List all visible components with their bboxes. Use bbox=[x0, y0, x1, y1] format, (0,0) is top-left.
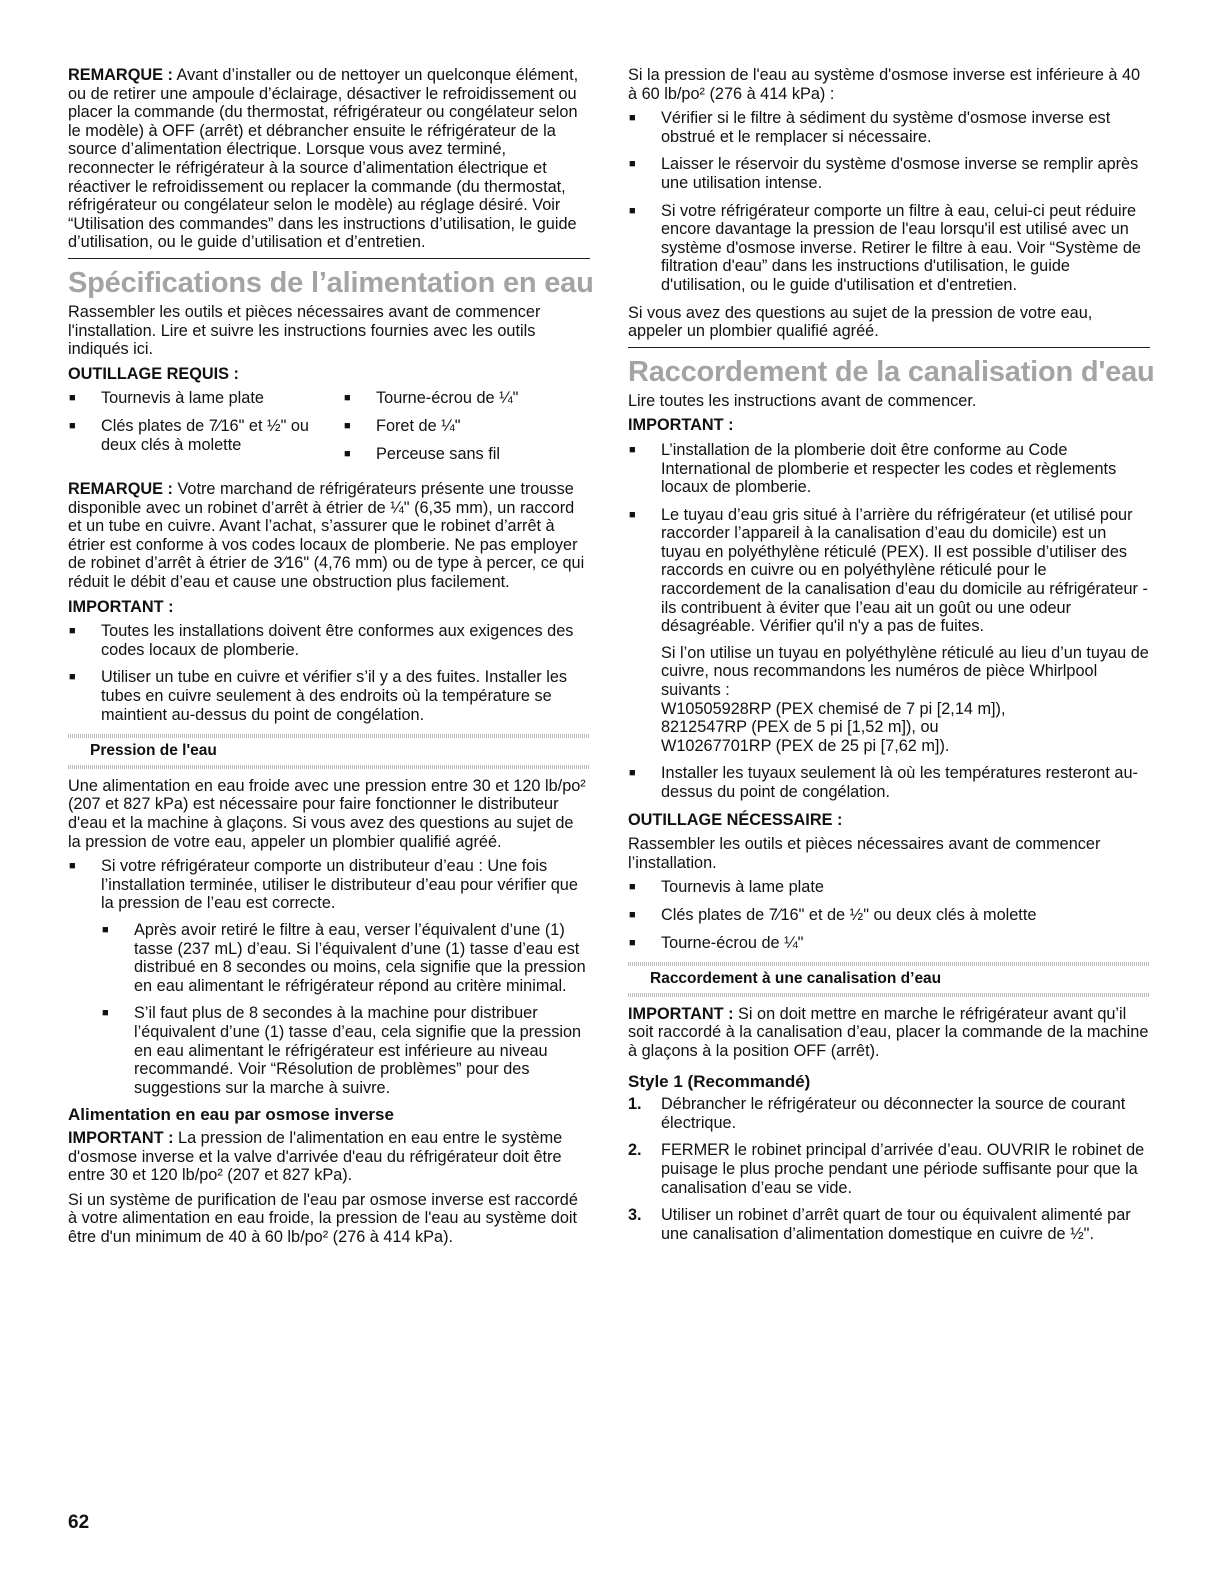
list-item: ■ Utiliser un tube en cuivre et vérifier s’il y a des fuites. Installer les tubes en cuivre seulement à des endroits où la température se maintient au-dessus du point de congélation. bbox=[68, 668, 590, 724]
style-title: Style 1 (Recommandé) bbox=[628, 1071, 811, 1091]
ro-text: Si un système de purification de l'eau par osmose inverse est raccordé à votre alimentation en eau froide, la pression de l'eau au système doit être d'un minimum de 40 à 60 lb/po² (276 à 414 kPa). bbox=[68, 1190, 578, 1246]
pex-part: W10267701RP (PEX de 25 pi [7,62 m]). bbox=[661, 736, 950, 755]
important-list bbox=[628, 441, 1150, 802]
note-paragraph bbox=[68, 66, 590, 252]
list-item: ■ Tourne-écrou de ¼" bbox=[628, 934, 1150, 953]
list-item bbox=[68, 857, 590, 1097]
important-list bbox=[68, 622, 590, 724]
list-item: ■ Clés plates de 7⁄16" et ½" ou deux clés à molette bbox=[68, 417, 343, 454]
list-item: ■ Tournevis à lame plate bbox=[628, 878, 1150, 897]
step-number: 1. bbox=[628, 1095, 642, 1114]
list-item-text: Le tuyau d’eau gris situé à l’arrière du réfrigérateur (et utilisé pour raccorder l’appareil à la canalisation d’eau du domicile) est un tuyau en polyéthylène réticulé (PEX). Il est possible d’utiliser des raccords en cuivre ou en polyéthylène réticulé pour le raccordement de la canalisation d’eau du domicile au réfrigérateur - ils contribuent à éviter que l’eau ait un goût ou une odeur désagréable. Vérifier qu'il n'y a pas de fuites. bbox=[661, 505, 1148, 636]
right-column bbox=[628, 66, 1155, 1252]
page-number: 62 bbox=[68, 1512, 90, 1533]
important-label: IMPORTANT : bbox=[628, 1004, 734, 1023]
step-text: Utiliser un robinet d’arrêt quart de tour ou équivalent alimenté par une canalisation d’alimentation domestique en cuivre de ½". bbox=[661, 1206, 1131, 1243]
ro-low-list bbox=[628, 109, 1150, 294]
list-item: ■ Toutes les installations doivent être conformes aux exigences des codes locaux de plomberie. bbox=[68, 622, 590, 659]
note-label: REMARQUE : bbox=[68, 480, 173, 499]
list-item: ■ Si votre réfrigérateur comporte un filtre à eau, celui-ci peut réduire encore davantage la pression de l'eau lorsqu'il est utilisé avec un système d'osmose inverse. Retirer le filtre à eau. Voir “Système de filtration d'eau” dans les instructions d'utilisation, le guide d'utilisation, ou le guide d'utilisation et d'entretien. bbox=[628, 202, 1150, 295]
important-label: IMPORTANT : bbox=[68, 1128, 174, 1147]
list-item: ■ Installer les tuyaux seulement là où les températures resteront au-dessus du point de congélation. bbox=[628, 764, 1150, 801]
list-item: ■ Perceuse sans fil bbox=[343, 445, 583, 464]
list-item: ■ L’installation de la plomberie doit être conforme au Code International de plomberie et respecter les codes et règlements locaux de plomberie. bbox=[628, 441, 1150, 497]
step-item bbox=[628, 1206, 1150, 1243]
divider bbox=[68, 258, 590, 259]
section-title-water-connection: Raccordement de la canalisation d'eau bbox=[628, 355, 1155, 388]
step-item bbox=[628, 1095, 1150, 1132]
steps-list bbox=[628, 1095, 1150, 1243]
important-header: IMPORTANT : bbox=[628, 416, 734, 435]
subsection-title: Raccordement à une canalisation d’eau bbox=[650, 970, 942, 988]
tools-list bbox=[68, 389, 590, 472]
step-text: Débrancher le réfrigérateur ou déconnecter la source de courant électrique. bbox=[661, 1095, 1126, 1132]
step-text: FERMER le robinet principal d’arrivée d’eau. OUVRIR le robinet de puisage le plus proche pendant une période suffisante pour que la canalisation d’eau se vide. bbox=[661, 1141, 1145, 1197]
list-item: ■ Vérifier si le filtre à sédiment du système d'osmose inverse est obstrué et le remplacer si nécessaire. bbox=[628, 109, 1150, 146]
section-intro: Lire toutes les instructions avant de commencer. bbox=[628, 391, 977, 410]
ro-questions: Si vous avez des questions au sujet de la pression de votre eau, appeler un plombier qualifié agréé. bbox=[628, 303, 1093, 341]
connect-important-text: Si on doit mettre en marche le réfrigérateur avant qu’il soit raccordé à la canalisation d’eau, placer la commande de la machine à glaçons à la position OFF (arrêt). bbox=[628, 1004, 1149, 1060]
list-item-text: Si votre réfrigérateur comporte un distributeur d’eau : Une fois l’installation terminée, utiliser le distributeur d’eau pour vérifier que la pression de l’eau est correcte. bbox=[101, 857, 578, 913]
pex-part: W10505928RP (PEX chemisé de 7 pi [2,14 m]), bbox=[661, 699, 1006, 718]
divider bbox=[628, 347, 1150, 348]
note-text: Avant d’installer ou de nettoyer un quelconque élément, ou de retirer une ampoule d’éclairage, désactiver le refroidissement ou placer la commande (du thermostat, réfrigérateur ou congélateur selon le modèle) à OFF (arrêt) et débrancher ensuite le réfrigérateur de la source d’alimentation électrique. Lorsque vous avez terminé, reconnecter le réfrigérateur à la source d’alimentation électrique et réactiver le refroidissement ou replacer la commande (du thermostat, réfrigérateur ou congélateur selon le modèle) au réglage désiré. Voir “Utilisation des commandes” dans les instructions d’utilisation, le guide d’utilisation, ou le guide d’utilisation et d’entretien. bbox=[68, 66, 579, 252]
subsection-band bbox=[68, 765, 590, 769]
list-item: ■ Clés plates de 7⁄16" et de ½" ou deux clés à molette bbox=[628, 906, 1150, 925]
pex-paragraph bbox=[661, 644, 1150, 756]
list-item: ■ Tournevis à lame plate bbox=[68, 389, 343, 408]
pressure-text: Une alimentation en eau froide avec une pression entre 30 et 120 lb/po² (207 et 827 kPa) est nécessaire pour faire fonctionner le distributeur d'eau et la machine à glaçons. Si vous avez des questions au sujet de la pression de votre eau, appeler un plombier qualifié agréé. bbox=[68, 776, 586, 851]
list-item: ■ Tourne-écrou de ¼" bbox=[343, 389, 583, 408]
ro-low-intro: Si la pression de l'eau au système d'osmose inverse est inférieure à 40 à 60 lb/po² (276 à 414 kPa) : bbox=[628, 66, 1141, 103]
step-number: 2. bbox=[628, 1141, 642, 1160]
note-label: REMARQUE : bbox=[68, 66, 173, 84]
tools-required-header: OUTILLAGE REQUIS : bbox=[68, 364, 239, 383]
ro-title: Alimentation en eau par osmose inverse bbox=[68, 1105, 394, 1125]
pex-text: Si l’on utilise un tuyau en polyéthylène réticulé au lieu d’un tuyau de cuivre, nous recommandons les numéros de pièce Whirlpool suivants : bbox=[661, 643, 1149, 700]
subsection-title: Pression de l'eau bbox=[90, 742, 217, 760]
tools-intro: Rassembler les outils et pièces nécessaires avant de commencer l’installation. bbox=[628, 835, 1101, 872]
list-item: ■ Laisser le réservoir du système d'osmose inverse se remplir après une utilisation intense. bbox=[628, 155, 1150, 192]
list-item bbox=[628, 506, 1150, 756]
subsection-water-pressure bbox=[68, 734, 590, 769]
ro-important bbox=[68, 1129, 590, 1185]
ro-important-text: La pression de l'alimentation en eau entre le système d'osmose inverse et la valve d'arrivée d'eau du réfrigérateur doit être entre 30 et 120 lb/po² (207 et 827 kPa). bbox=[68, 1128, 563, 1185]
tools-list bbox=[628, 878, 1150, 952]
list-item: ■ Après avoir retiré le filtre à eau, verser l’équivalent d’une (1) tasse (237 mL) d’eau. Si l’équivalent d’une (1) tasse d’eau est distribué en 8 secondes ou moins, cela signifie que la pression en eau alimentant le réfrigérateur répond au critère minimal. bbox=[101, 921, 590, 995]
list-item: ■ Foret de ¼" bbox=[343, 417, 583, 436]
step-number: 3. bbox=[628, 1206, 642, 1225]
tools-needed-header: OUTILLAGE NÉCESSAIRE : bbox=[628, 810, 843, 829]
important-header: IMPORTANT : bbox=[68, 597, 174, 616]
section-title-water-supply: Spécifications de l’alimentation en eau bbox=[68, 266, 594, 299]
connect-important bbox=[628, 1005, 1150, 1061]
pressure-list bbox=[68, 857, 590, 1097]
section-intro: Rassembler les outils et pièces nécessaires avant de commencer l'installation. Lire et suivre les instructions fournies avec les outils indiqués ici. bbox=[68, 302, 541, 359]
note-text: Votre marchand de réfrigérateurs présente une trousse disponible avec un robinet d’arrêt à étrier de ¼" (6,35 mm), un raccord et un tube en cuivre. Avant l’achat, s’assurer que le robinet d’arrêt à étrier est conforme à vos codes locaux de plomberie. Ne pas employer de robinet d’arrêt à étrier de 3⁄16" (4,76 mm) ou de type à percer, ce qui réduit le débit d’eau et cause une obstruction plus facilement. bbox=[68, 480, 585, 592]
pex-part: 8212547RP (PEX de 5 pi [1,52 m]), ou bbox=[661, 718, 939, 737]
step-item bbox=[628, 1141, 1150, 1197]
note-paragraph bbox=[68, 480, 590, 592]
subsection-band bbox=[628, 993, 1150, 997]
list-item: ■ S’il faut plus de 8 secondes à la machine pour distribuer l’équivalent d’une (1) tasse d’eau, cela signifie que la pression en eau alimentant le réfrigérateur est inférieure au niveau recommandé. Voir “Résolution de problèmes” pour des suggestions sur la marche à suivre. bbox=[101, 1004, 590, 1097]
subsection-water-line-connection bbox=[628, 962, 1150, 997]
left-column bbox=[68, 66, 594, 1252]
pressure-sub-list bbox=[101, 921, 590, 1097]
